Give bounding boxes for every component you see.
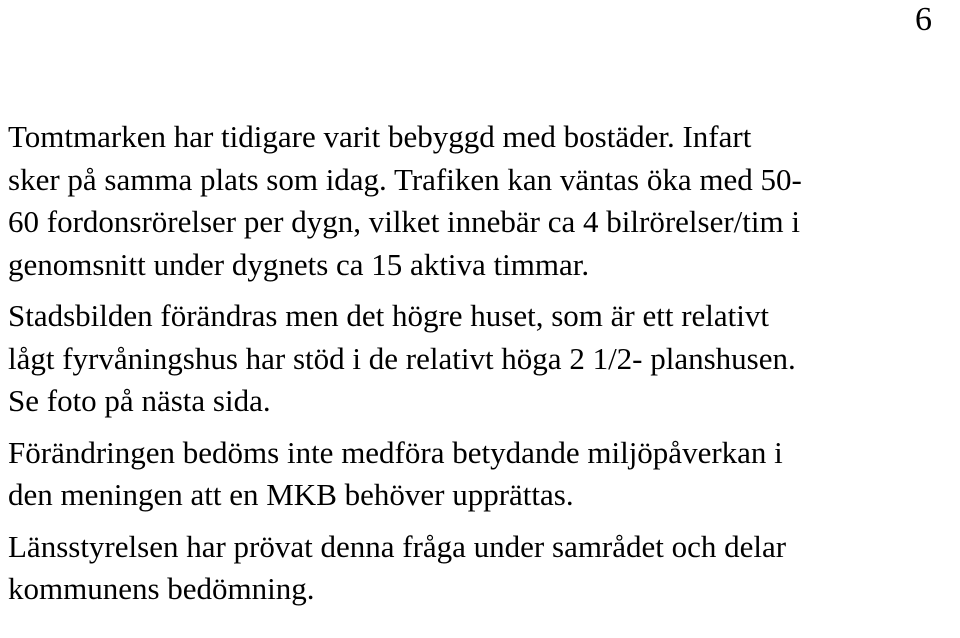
text-line: den meningen att en MKB behöver upprättas.: [8, 477, 574, 512]
paragraph-townscape: [8, 295, 953, 423]
text-line: Se foto på nästa sida.: [8, 383, 271, 418]
text-line: lågt fyrvåningshus har stöd i de relativt höga 2 1/2- planshusen.: [8, 340, 796, 376]
paragraph-environmental-impact: [8, 432, 953, 517]
text-line: Länsstyrelsen har prövat denna fråga under samrådet och delar: [8, 528, 787, 564]
paragraph-traffic: [8, 116, 953, 286]
text-line: genomsnitt under dygnets ca 15 aktiva timmar.: [8, 246, 590, 282]
text-line: Förändringen bedöms inte medföra betydande miljöpåverkan i: [8, 434, 783, 470]
text-line: kommunens bedömning.: [8, 571, 315, 606]
text-line: sker på samma plats som idag. Trafiken kan väntas öka med 50-: [8, 161, 802, 197]
text-line: 60 fordonsrörelser per dygn, vilket innebär ca 4 bilrörelser/tim i: [8, 204, 800, 239]
paragraph-county-board: [8, 526, 953, 611]
page-number: 6: [915, 1, 932, 38]
text-line: Tomtmarken har tidigare varit bebyggd med bostäder. Infart: [8, 119, 752, 154]
text-line: Stadsbilden förändras men det högre huset, som är ett relativt: [8, 298, 770, 333]
document-body: [8, 116, 953, 611]
